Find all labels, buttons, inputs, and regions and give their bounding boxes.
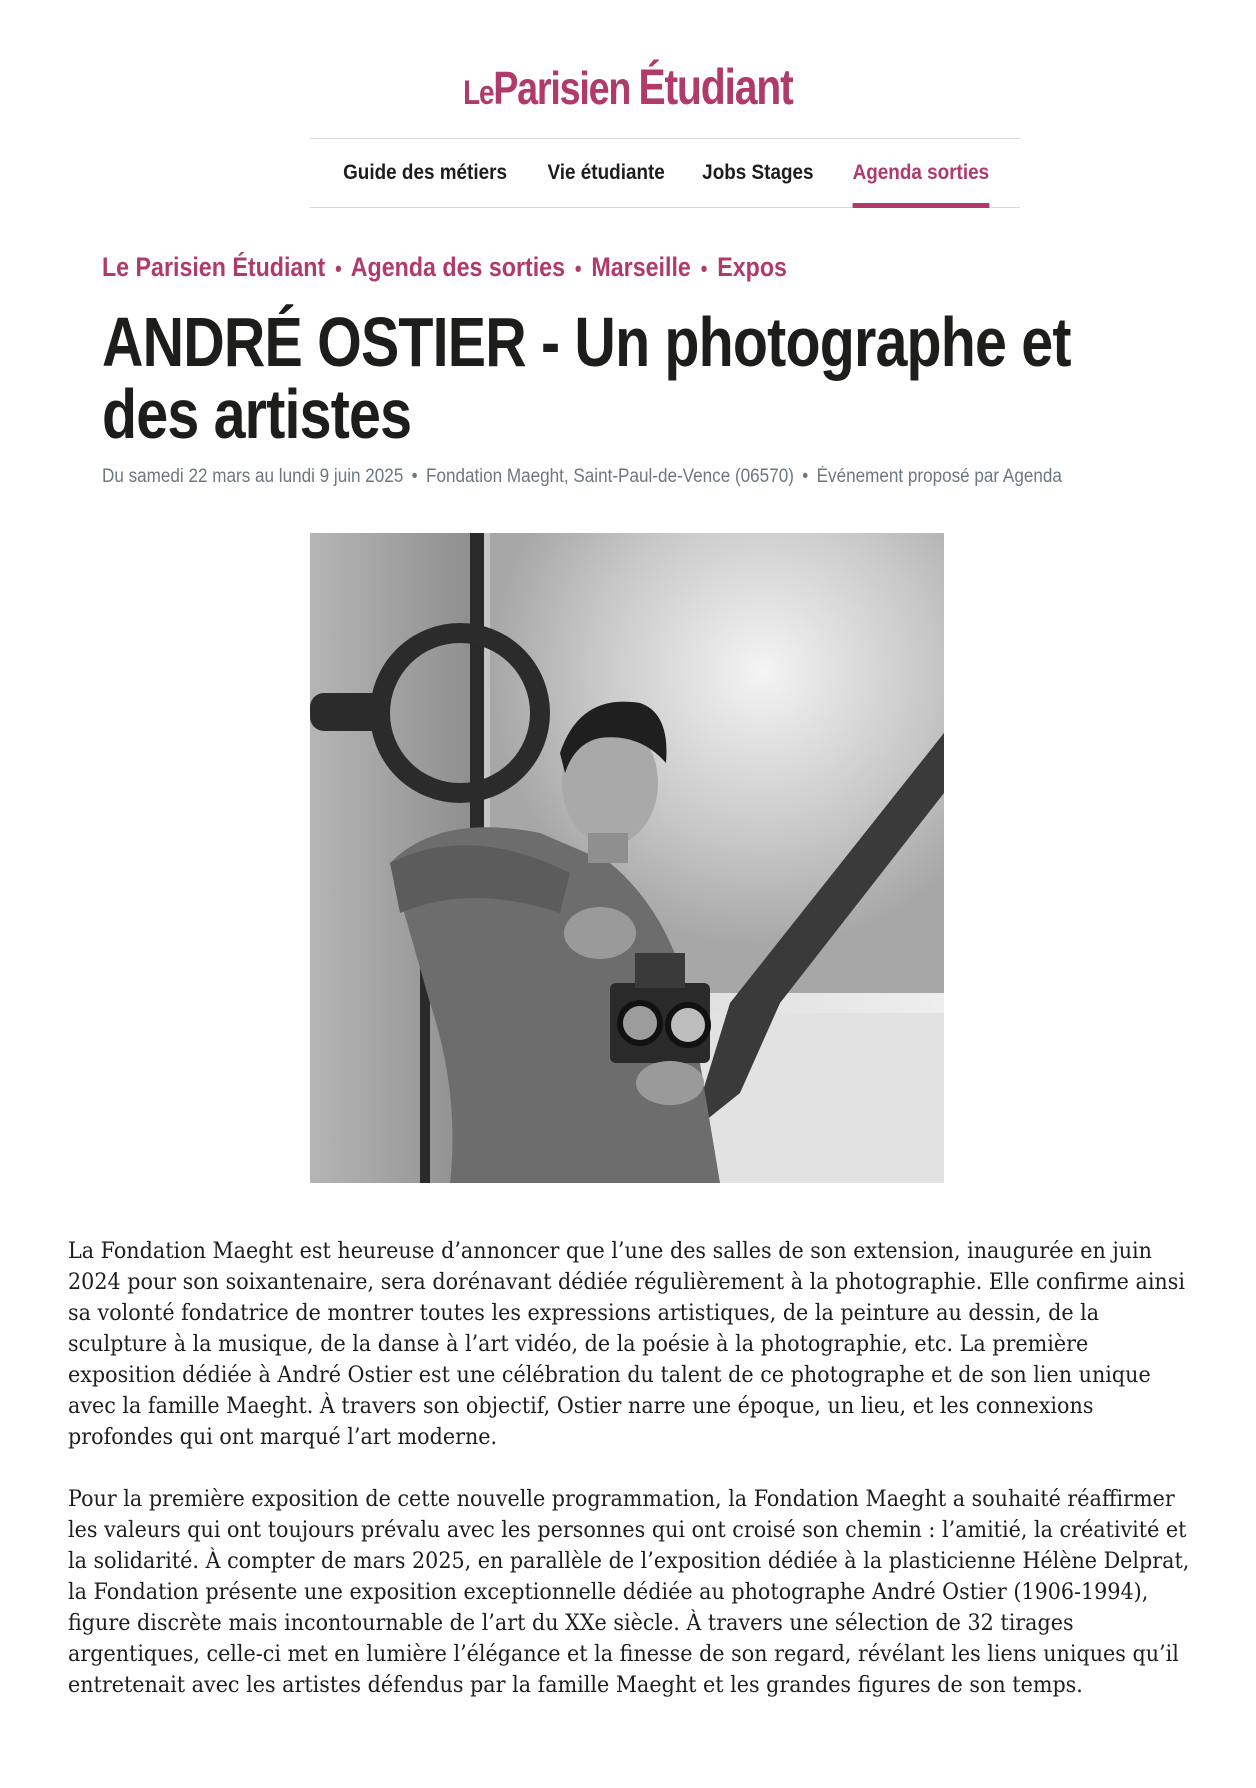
breadcrumb-item-agenda[interactable]: Agenda des sorties: [350, 252, 565, 282]
article-paragraph: Pour la première exposition de cette nouvelle programmation, la Fondation Maeght a souhaité réaffirmer les valeurs qui ont toujours prévalu avec les personnes qui ont croisé son chemin : l’amitié, la créativité et la solidarité. À compter de mars 2025, en parallèle de l’exposition dédiée à la plasticienne Hélène Delprat, la Fondation présente une exposition exceptionnelle dédiée au photographe André Ostier (1906-1994), figure discrète mais incontournable de l’art du XXe siècle. À travers une sélection de 32 tirages argentiques, celle-ci met en lumière l’élégance et la finesse de son regard, révélant les liens uniques qu’il entretenait avec les artistes défendus par la famille Maeght et les grandes figures de son temps.: [68, 1487, 1190, 1698]
breadcrumb-separator: •: [574, 256, 582, 281]
event-dates: Du samedi 22 mars au lundi 9 juin 2025: [102, 466, 404, 487]
site-logo[interactable]: [463, 58, 792, 116]
site-header: [0, 58, 1256, 116]
breadcrumb-item-city[interactable]: Marseille: [591, 252, 691, 282]
main-nav: [310, 138, 1020, 208]
nav-item-guide-des-metiers[interactable]: Guide des métiers: [342, 161, 507, 184]
breadcrumb-separator: •: [335, 256, 342, 281]
logo-parisien: Parisien: [493, 62, 631, 114]
photo-illustration: [310, 533, 944, 1183]
page-title: ANDRÉ OSTIER - Un photographe et des artistes: [102, 303, 1071, 453]
event-location: Fondation Maeght, Saint-Paul-de-Vence (06570): [426, 466, 794, 487]
logo-le: Le: [463, 74, 494, 112]
meta-separator: •: [802, 466, 809, 487]
logo-etudiant: Étudiant: [638, 59, 793, 115]
article-photo: [310, 533, 944, 1183]
event-proposed-by: Événement proposé par Agenda: [816, 466, 1062, 487]
breadcrumb-separator: •: [700, 256, 708, 281]
breadcrumb: [102, 252, 787, 283]
nav-item-vie-etudiante[interactable]: Vie étudiante: [547, 161, 665, 184]
breadcrumb-item-category[interactable]: Expos: [717, 252, 787, 282]
meta-separator: •: [411, 466, 418, 487]
breadcrumb-item-home[interactable]: Le Parisien Étudiant: [102, 252, 326, 282]
event-meta: [102, 466, 1062, 488]
nav-item-agenda-sorties[interactable]: Agenda sorties: [852, 138, 989, 208]
article-paragraph: La Fondation Maeght est heureuse d’annoncer que l’une des salles de son extension, inaugurée en juin 2024 pour son soixantenaire, sera dorénavant dédiée régulièrement à la photographie. Elle confirme ainsi sa volonté fondatrice de montrer toutes les expressions artistiques, de la peinture au dessin, de la sculpture à la musique, de la danse à l’art vidéo, de la poésie à la photographie, etc. La première exposition dédiée à André Ostier est une célébration du talent de ce photographe et de son lien unique avec la famille Maeght. À travers son objectif, Ostier narre une époque, un lieu, et les connexions profondes qui ont marqué l’art moderne.: [68, 1239, 1185, 1450]
nav-item-jobs-stages[interactable]: Jobs Stages: [702, 161, 814, 184]
article-body: [68, 1236, 1198, 1732]
